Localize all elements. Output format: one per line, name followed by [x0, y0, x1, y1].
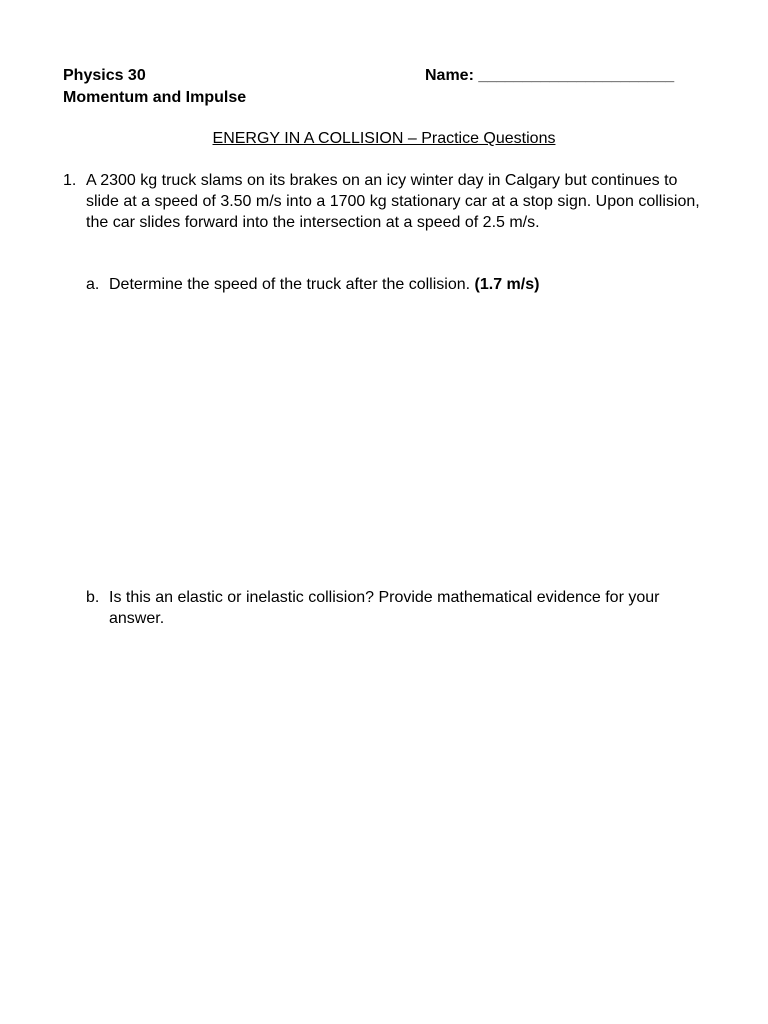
- part-a-label: a.: [86, 276, 100, 293]
- worksheet-title: ENERGY IN A COLLISION – Practice Questions: [212, 130, 556, 147]
- name-blank-line: ______________________: [478, 67, 675, 84]
- question-text: A 2300 kg truck slams on its brakes on an icy winter day in Calgary but continues to slide at a speed of 3.50 m/s into a 1700 kg stationary car at a stop sign. Upon collision, the car slides forward into the intersection at a speed of 2.5 m/s.: [86, 172, 700, 231]
- question-number: 1.: [63, 172, 77, 189]
- name-field: [425, 65, 674, 86]
- part-a-text: [109, 274, 709, 295]
- part-a-prompt: Determine the speed of the truck after the collision.: [109, 276, 475, 293]
- part-b-text: Is this an elastic or inelastic collision? Provide mathematical evidence for your answer.: [109, 589, 660, 627]
- course-title: Physics 30: [63, 67, 146, 84]
- unit-title: Momentum and Impulse: [63, 89, 247, 106]
- name-label: Name:: [425, 67, 474, 84]
- part-a-answer: (1.7 m/s): [474, 276, 540, 293]
- part-b-label: b.: [86, 589, 100, 606]
